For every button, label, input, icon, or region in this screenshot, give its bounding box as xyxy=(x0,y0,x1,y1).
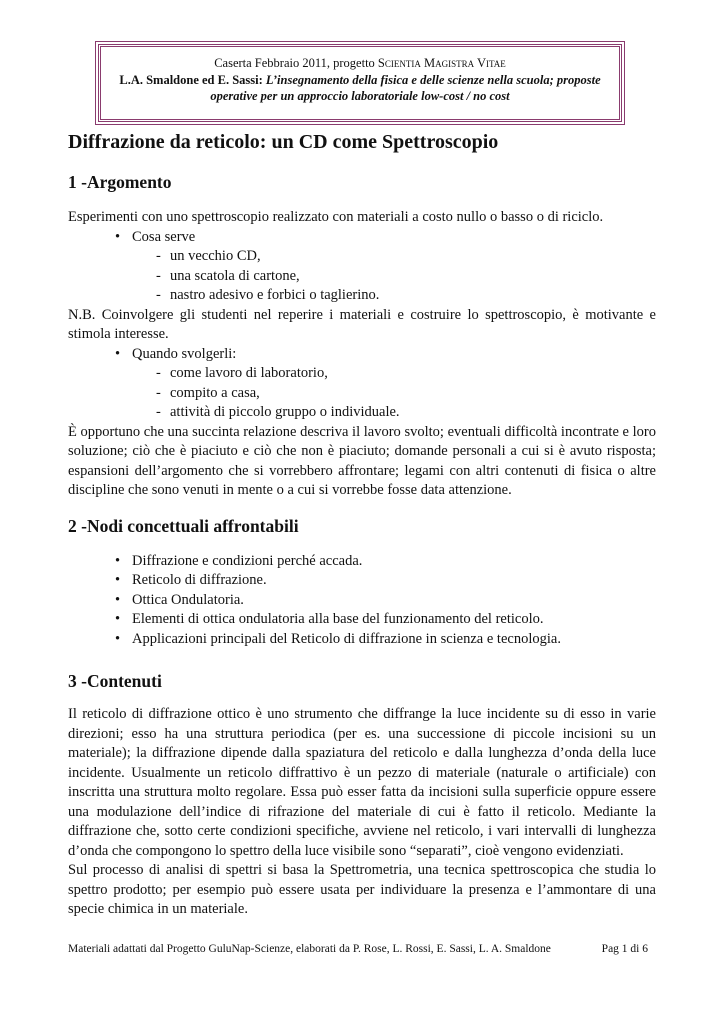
header-box xyxy=(98,44,622,122)
section-3-paragraph-1: Il reticolo di diffrazione ottico è uno strumento che diffrange la luce incidente su di esso in varie direzioni; esso ha una struttura periodica (per es. una successione di piccole incisioni su un materiale); la diffrazione dipende dalla spaziatura del reticolo e dalla lunghezza d’onda della luce incidente. Usualmente un reticolo diffrattivo è un pezzo di materiale (naturale o artificiale) con inscritta una struttura molto regolare. Essa può esser fatta da incisioni sulla superficie oppure essere una modulazione dell’indice di rifrazione del materiale di cui è fatto il reticolo. Mediante la diffrazione che, sotto certe condizioni specifiche, avviene nel reticolo, i vari intervalli di lunghezza d’onda che compongono lo spettro della luce visibile sono “separati”, cioè vengono evidenziati. xyxy=(68,706,656,859)
header-title-part1: L’insegnamento della fisica e delle scienze nella scuola; proposte xyxy=(265,72,601,87)
page-number: Pag 1 di 6 xyxy=(601,943,648,955)
list-item: • Diffrazione e condizioni perché accada. xyxy=(68,552,656,572)
section-3-heading: 3 -Contenuti xyxy=(68,671,162,691)
section-3-paragraph-2: Sul processo di analisi di spettri si basa la Spettrometria, una tecnica spettroscopica che studia lo spettro prodotto; per esempio può essere usata per individuare la presenza e l’ammontare di una specie chimica in un materiale. xyxy=(68,862,656,917)
header-title-part2: operative per un approccio laboratoriale low-cost / no cost xyxy=(210,89,510,103)
list-item: - una scatola di cartone, xyxy=(68,267,656,287)
document-title: Diffrazione da reticolo: un CD come Spettroscopio xyxy=(68,131,499,153)
document-body xyxy=(68,128,656,920)
section-2-heading: 2 -Nodi concettuali affrontabili xyxy=(68,515,299,536)
section-1-heading: 1 -Argomento xyxy=(68,172,172,192)
footer-credits: Materiali adattati dal Progetto GuluNap-Scienze, elaborati da P. Rose, L. Rossi, E. Sassi, L. A. Smaldone xyxy=(68,943,551,955)
list-item: • Reticolo di diffrazione. xyxy=(68,571,656,591)
list-item: - compito a casa, xyxy=(68,384,656,404)
bullet-cosa-serve: • Cosa serve xyxy=(68,228,656,248)
page-footer xyxy=(68,942,648,957)
list-item: - come lavoro di laboratorio, xyxy=(68,364,656,384)
header-project-name: Scientia Magistra Vitae xyxy=(377,56,506,70)
section-1-closing: È opportuno che una succinta relazione descriva il lavoro svolto; eventuali difficoltà incontrate e loro soluzione; ciò che è piaciuto e ciò che non è piaciuto; domande personali a cui si è avuto risposta; espansioni dell’argomento che si vorrebbero affrontare; legami con altri contenuti di fisica o altre discipline che sono venuti in mente o a cui si vorrebbe fosse data attenzione. xyxy=(68,423,656,498)
list-item: • Elementi di ottica ondulatoria alla base del funzionamento del reticolo. xyxy=(68,610,656,630)
list-item: • Ottica Ondulatoria. xyxy=(68,591,656,611)
header-authors: L.A. Smaldone ed E. Sassi: xyxy=(119,72,263,87)
bullet-quando-svolgerli: • Quando svolgerli: xyxy=(68,345,656,365)
nb-note: N.B. Coinvolgere gli studenti nel reperire i materiali e costruire lo spettroscopio, è motivante e stimola interesse. xyxy=(68,306,656,342)
header-line-1 xyxy=(101,55,619,72)
list-item: • Applicazioni principali del Reticolo di diffrazione in scienza e tecnologia. xyxy=(68,630,656,650)
header-date-project: Caserta Febbraio 2011, progetto xyxy=(214,56,375,70)
list-item: - un vecchio CD, xyxy=(68,247,656,267)
list-item: - nastro adesivo e forbici o taglierino. xyxy=(68,286,656,306)
list-item: - attività di piccolo gruppo o individuale. xyxy=(68,403,656,423)
header-line-2 xyxy=(101,72,619,89)
section-1-intro: Esperimenti con uno spettroscopio realizzato con materiali a costo nullo o basso o di riciclo. xyxy=(68,209,604,225)
